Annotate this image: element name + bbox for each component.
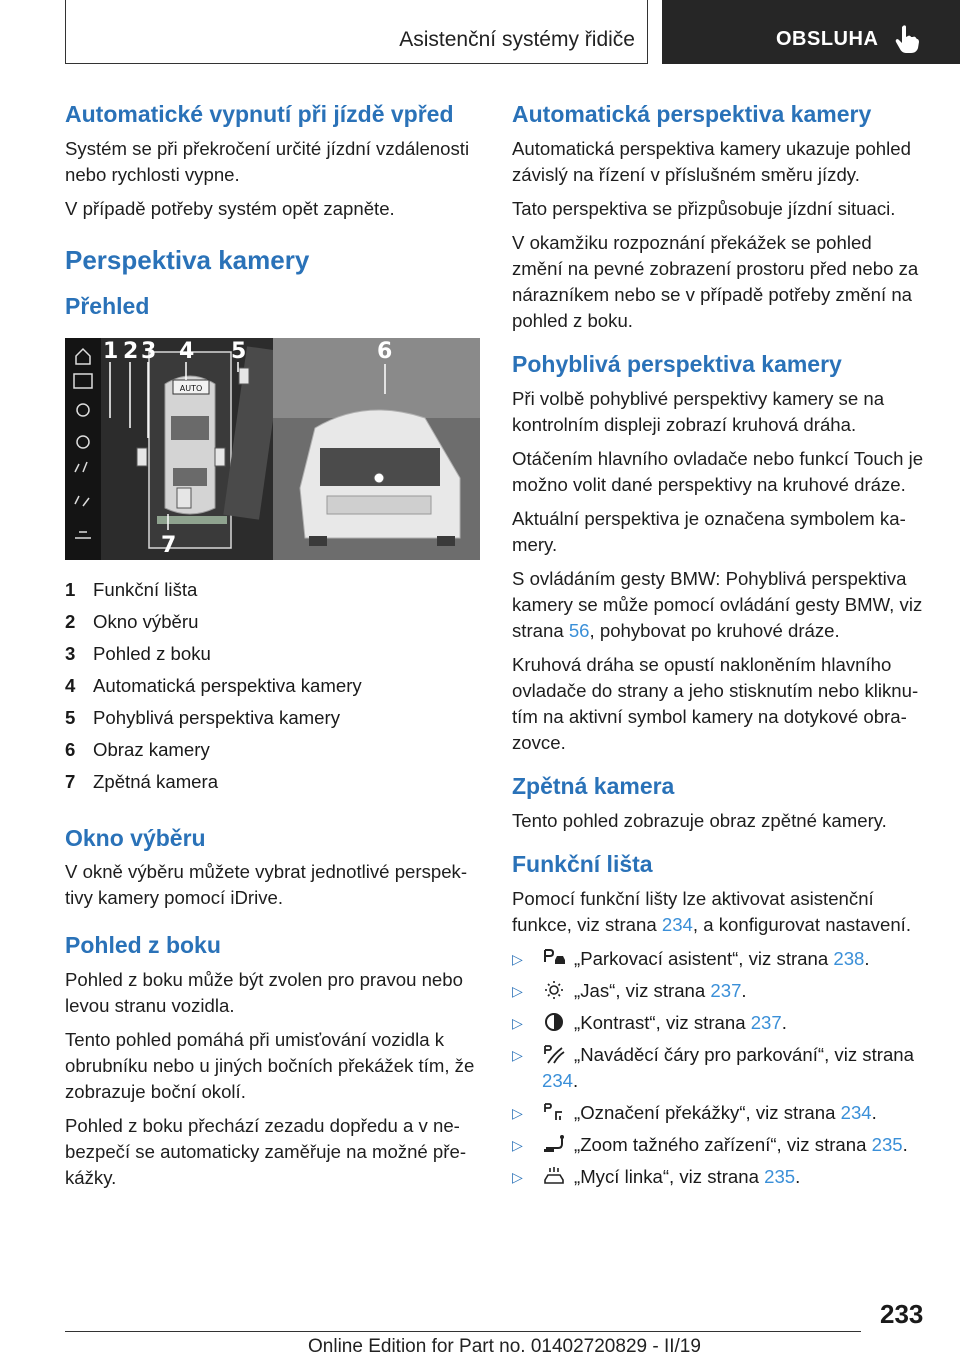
list-item: ▷ „Parkovací asistent“, viz strana 238. <box>512 947 870 969</box>
list-item: ▷ „Zoom tažného zařízení“, viz strana 235. <box>512 1133 908 1155</box>
callout-6: 6 <box>377 338 393 364</box>
moving-perspective-heading: Pohyblivá perspektiva kamery <box>512 350 842 377</box>
figure-auto-label: AUTO <box>179 383 203 393</box>
legend-item: 3 Pohled z boku <box>65 642 211 664</box>
moving-perspective-text-2: Otáčením hlavního ovladače nebo funkcí Touch je možno volit dané perspektivy na kruhové dráze. <box>512 447 924 495</box>
figure-legend <box>65 574 478 798</box>
trailer-hitch-zoom-icon <box>542 1134 566 1154</box>
list-item: ▷ „Naváděcí čáry pro parkování“, viz strana 234. <box>512 1043 914 1091</box>
auto-perspective-text-1: Automatická perspektiva kamery ukazuje pohled závislý na řízení v příslušném směru jízdy. <box>512 137 911 185</box>
selection-window-heading: Okno výběru <box>65 824 206 851</box>
callout-7: 7 <box>161 532 177 558</box>
legend-item: 5 Pohyblivá perspektiva kamery <box>65 706 340 728</box>
auto-perspective-text-2: Tato perspektiva se přizpůsobuje jízdní situaci. <box>512 197 896 219</box>
chapter-tab <box>662 0 960 64</box>
moving-perspective-text-5: Kruhová dráha se opustí nakloněním hlavního ovladače do strany a jeho stisknutím nebo kliknutím na aktivní symbol kamery na dotykové obrazovce. <box>512 653 919 753</box>
moving-perspective-text-4: S ovládáním gesty BMW: Pohyblivá perspektiva kamery se může pomocí ovládání gesty BMW, viz strana 56, pohybovat po kruhové dráze. <box>512 567 923 641</box>
auto-off-heading: Automatické vypnutí při jízdě vpřed <box>65 101 454 127</box>
list-item: ▷ „Mycí linka“, viz strana 235. <box>512 1165 801 1187</box>
left-column <box>65 100 478 1199</box>
brightness-icon <box>542 980 566 1000</box>
side-view-text-1: Pohled z boku může být zvolen pro pravou nebo levou stranu vozidla. <box>65 969 463 1017</box>
side-view-text-3: Pohled z boku přechází zezadu dopředu a v nebezpečí se automaticky zaměřuje na možné překážky. <box>65 1115 467 1189</box>
page-link[interactable]: 238 <box>833 947 865 969</box>
page-link[interactable]: 234 <box>542 1069 574 1091</box>
legend-item: 7 Zpětná kamera <box>65 770 219 792</box>
page-link-234[interactable]: 234 <box>661 913 693 935</box>
side-view-heading: Pohled z boku <box>65 932 221 959</box>
function-bar-list <box>512 946 927 1190</box>
page-link[interactable]: 235 <box>871 1133 903 1155</box>
selection-window-text: V okně výběru můžete vybrat jednotlivé perspektivy kamery pomocí iDrive. <box>65 861 468 909</box>
legend-item: 1 Funkční lišta <box>65 578 198 600</box>
hand-pointer-icon <box>894 24 920 54</box>
list-item: ▷ „Označení překážky“, viz strana 234. <box>512 1101 877 1123</box>
header-box <box>65 0 648 64</box>
page-link[interactable]: 237 <box>710 979 742 1001</box>
callout-3: 3 <box>141 338 157 364</box>
camera-perspective-heading: Perspektiva kamery <box>65 244 310 275</box>
moving-perspective-text-1: Při volbě pohyblivé perspektivy kamery se na kontrolním displeji zobrazí kruhová dráha. <box>512 387 885 435</box>
camera-view-figure <box>65 338 480 560</box>
auto-off-text-2: V případě potřeby systém opět zapněte. <box>65 197 395 219</box>
chapter-tab-label: OBSLUHA <box>776 28 879 50</box>
parking-assistant-icon <box>542 948 566 968</box>
auto-off-text-1: Systém se při překročení určité jízdní vzdálenosti nebo rychlosti vypne. <box>65 137 470 185</box>
overview-heading: Přehled <box>65 292 150 319</box>
footer-divider <box>65 1331 861 1332</box>
auto-perspective-heading: Automatická perspektiva kamery <box>512 101 872 127</box>
legend-item: 2 Okno výběru <box>65 610 199 632</box>
page-link-56[interactable]: 56 <box>568 619 590 641</box>
camera-view-illustration <box>65 338 480 560</box>
obstacle-marking-icon <box>542 1102 566 1122</box>
page-link[interactable]: 234 <box>840 1101 872 1123</box>
legend-item: 4 Automatická perspektiva kamery <box>65 674 362 696</box>
list-item: ▷ „Jas“, viz strana 237. <box>512 979 747 1001</box>
car-wash-icon <box>542 1166 566 1186</box>
callout-2: 2 <box>123 338 139 364</box>
rear-camera-text: Tento pohled zobrazuje obraz zpětné kamery. <box>512 809 887 831</box>
page-number: 233 <box>880 1299 924 1329</box>
right-column <box>512 100 927 1196</box>
function-bar-text: Pomocí funkční lišty lze aktivovat asistenční funkce, viz strana 234, a konfigurovat nastavení. <box>512 887 911 935</box>
auto-perspective-text-3: V okamžiku rozpoznání překážek se pohled změní na pevné zobrazení prostoru před nebo za nárazníkem nebo se v případě potřeby změní na pohled z boku. <box>512 231 919 331</box>
moving-perspective-text-3: Aktuální perspektiva je označena symbolem kamery. <box>512 507 906 555</box>
callout-1: 1 <box>103 338 119 364</box>
footer-edition-text: Online Edition for Part no. 01402720829 - II/19 <box>308 1336 701 1357</box>
rear-camera-heading: Zpětná kamera <box>512 772 675 799</box>
page-link[interactable]: 237 <box>750 1011 782 1033</box>
callout-5: 5 <box>231 338 247 364</box>
section-title: Asistenční systémy řidiče <box>399 28 635 51</box>
list-item: ▷ „Kontrast“, viz strana 237. <box>512 1011 787 1033</box>
legend-item: 6 Obraz kamery <box>65 738 210 760</box>
callout-4: 4 <box>179 338 195 364</box>
parking-guide-lines-icon <box>542 1044 566 1064</box>
contrast-icon <box>542 1012 566 1032</box>
page-link[interactable]: 235 <box>764 1165 796 1187</box>
side-view-text-2: Tento pohled pomáhá při umisťování vozidla k obrubníku nebo u jiných bočních překážek tím, že zobrazuje boční okolí. <box>65 1029 475 1103</box>
function-bar-heading: Funkční lišta <box>512 850 653 877</box>
